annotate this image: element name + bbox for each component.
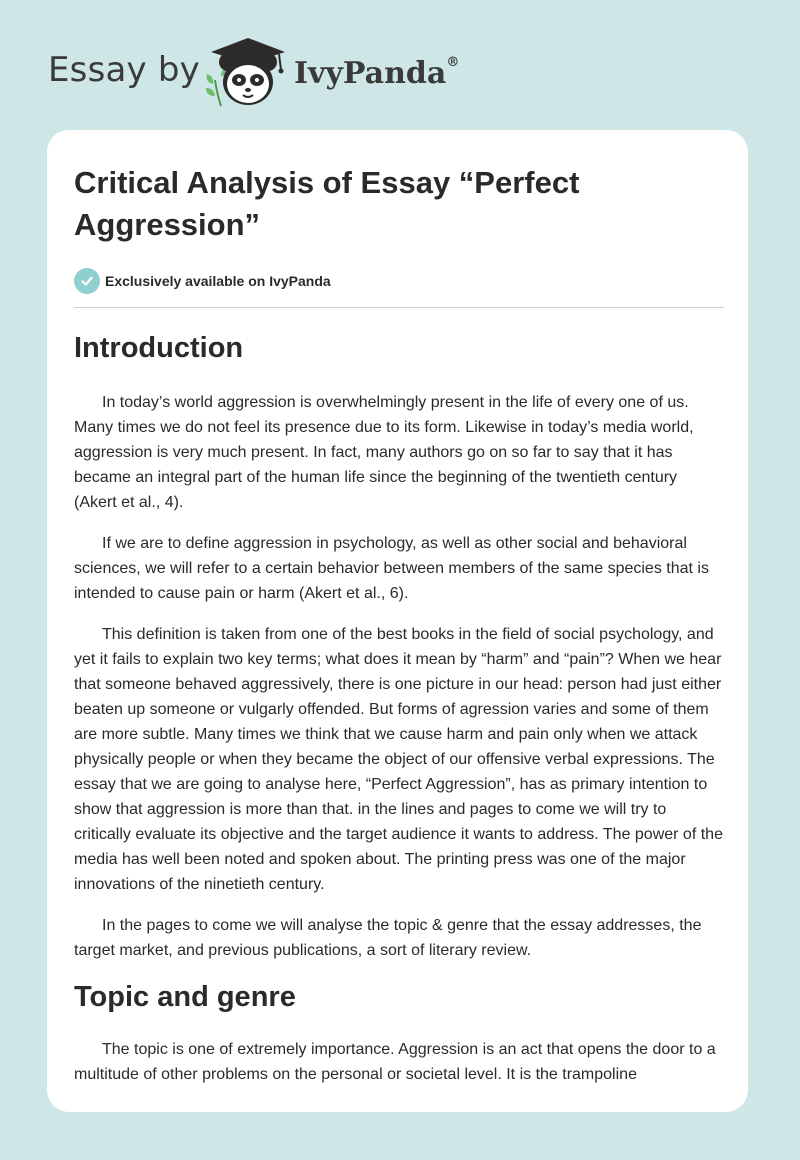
- registered-mark: ®: [446, 55, 460, 70]
- paragraph: In today’s world aggression is overwhelmingly present in the life of every one of us. Many times we do not feel its presence due to its form. Likewise in today’s media world, aggression is very much present. In fact, many authors go on so far to say that it has became an integral part of the human life since the beginning of the twentieth century (Akert et al., 4).: [74, 394, 694, 511]
- section-heading-topic-and-genre: Topic and genre: [74, 981, 296, 1013]
- essay-content: [74, 162, 724, 1103]
- title-divider: [74, 307, 724, 308]
- exclusive-badge: [74, 268, 724, 294]
- paragraph: The topic is one of extremely importance. Aggression is an act that opens the door to a multitude of other problems on the personal or societal level. It is the trampoline: [74, 1041, 716, 1083]
- page-title: Critical Analysis of Essay “Perfect Aggression”: [74, 165, 580, 242]
- ivypanda-brand[interactable]: [294, 56, 459, 91]
- ivypanda-logo-icon[interactable]: [201, 32, 291, 112]
- paragraph: If we are to define aggression in psychology, as well as other social and behavioral sciences, we will refer to a certain behavior between members of the same species that is intended to cause pain or harm (Akert et al., 6).: [74, 535, 709, 602]
- brand-name: IvyPanda: [294, 56, 447, 91]
- paragraph: In the pages to come we will analyse the topic & genre that the essay addresses, the target market, and previous publications, a sort of literary review.: [74, 917, 702, 959]
- paragraph: This definition is taken from one of the best books in the field of social psychology, and yet it fails to explain two key terms; what does it mean by “harm” and “pain”? When we hear that someone behaved aggressively, there is one picture in our head: person had just either beaten up someone or vulgarly offended. But forms of agression varies and some of them are more subtle. Many times we think that we cause harm and pain only when we attack physically people or when they became the object of our offensive verbal expressions. The essay that we are going to analyse here, “Perfect Aggression”, has as primary intention to show that aggression is more than that. in the lines and pages to come we will try to critically evaluate its objective and the target audience it wants to address. The power of the media has well been noted and spoken about. The printing press was one of the major innovations of the ninetieth century.: [74, 626, 723, 893]
- exclusive-badge-label: Exclusively available on IvyPanda: [105, 273, 331, 289]
- essay-by-label: Essay by: [48, 50, 200, 90]
- section-heading-introduction: Introduction: [74, 332, 244, 364]
- site-header: [48, 30, 748, 110]
- essay-card: [47, 130, 748, 1112]
- check-circle-icon: [74, 268, 100, 294]
